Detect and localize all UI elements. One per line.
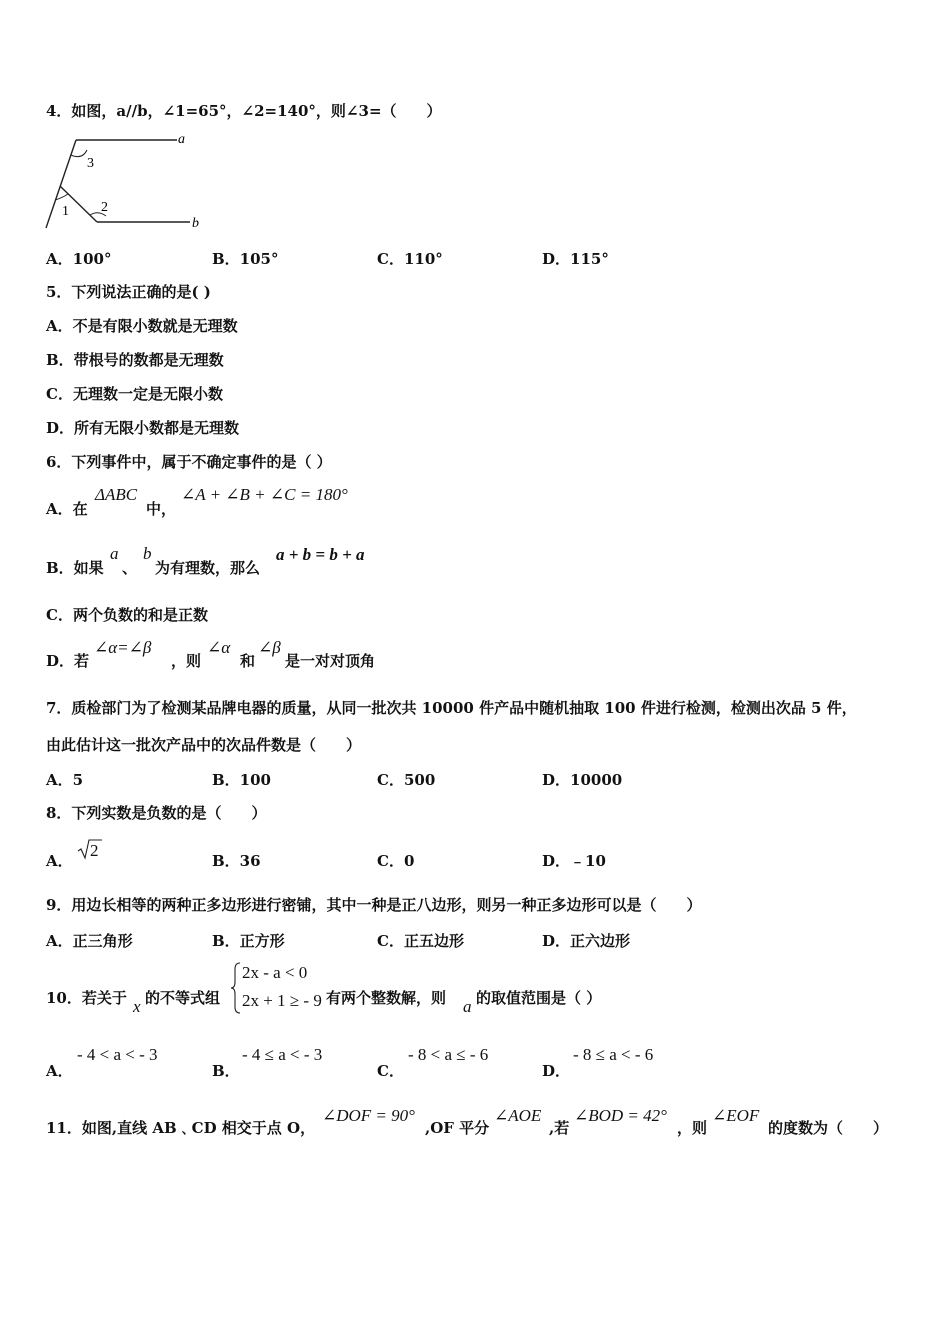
q5-option-c: C．无理数一定是无限小数 (46, 385, 223, 403)
q6-option-a-mid: 中， (146, 500, 177, 518)
q11-angle-bod: ∠BOD = 42° (574, 1106, 667, 1125)
q11-angle-aoe: ∠AOE (494, 1106, 542, 1125)
q10-inequality-1: 2x - a < 0 (242, 963, 308, 982)
q6-option-d-mid: ，则 (171, 652, 202, 670)
q11-stem-post: 的度数为（ ） (768, 1119, 889, 1137)
q10-stem-post2: 的取值范围是（ ） (476, 989, 602, 1007)
q10-option-b-expr: - 4 ≤ a < - 3 (242, 1045, 323, 1064)
q6-option-d-and: 和 (240, 652, 256, 670)
q4-option-d: D．115° (542, 250, 609, 268)
q10-option-d-expr: - 8 ≤ a < - 6 (573, 1045, 654, 1064)
q10-option-b-label: B． (212, 1062, 240, 1080)
q8-stem: 8．下列实数是负数的是（ ） (46, 804, 267, 822)
q8-option-c: C．0 (377, 852, 415, 870)
angle-1-label: 1 (62, 204, 69, 219)
q8-option-b: B．36 (212, 852, 261, 870)
q4-option-b: B．105° (212, 250, 279, 268)
q6-option-a-prefix: A．在 (46, 500, 88, 518)
q9-stem: 9．用边长相等的两种正多边形进行密铺，其中一种是正八边形，则另一种正多边形可以是（ ） (46, 896, 702, 914)
q9-option-b: B．正方形 (212, 932, 285, 950)
left-brace-icon (230, 962, 242, 1014)
q11-stem-mid1: ,OF 平分 (425, 1119, 490, 1137)
q11-stem-mid2: ,若 (549, 1119, 570, 1137)
q10-option-a-expr: - 4 < a < - 3 (77, 1045, 158, 1064)
q4-figure (40, 126, 210, 232)
q10-inequality-2: 2x + 1 ≥ - 9 (242, 991, 322, 1010)
q6-var-a: a (110, 544, 119, 563)
q6-triangle-abc: ΔABC (95, 485, 138, 504)
q11-stem-mid3: ，则 (677, 1119, 708, 1137)
line-b-label: b (192, 216, 199, 231)
q8-option-d: D．﹣10 (542, 852, 606, 870)
angle-2-label: 2 (101, 200, 108, 215)
q7-stem-line2: 由此估计这一批次产品中的次品件数是（ ） (46, 736, 362, 754)
q6-angle-alpha: ∠α (207, 638, 231, 657)
q11-stem-prefix: 11．如图,直线 AB﹑CD 相交于点 O， (46, 1119, 316, 1137)
q10-stem-post1: 有两个整数解，则 (326, 989, 447, 1007)
q6-angle-eq: ∠α=∠β (94, 638, 152, 657)
line-a-label: a (178, 132, 185, 147)
q10-option-d-label: D． (542, 1062, 571, 1080)
q5-option-a: A．不是有限小数就是无理数 (46, 317, 238, 335)
q6-angle-sum: ∠A + ∠B + ∠C = 180° (181, 485, 348, 504)
q8-option-a-prefix: A． (46, 852, 73, 870)
q9-option-a: A．正三角形 (46, 932, 133, 950)
q7-option-c: C．500 (377, 771, 436, 789)
q10-stem-mid: 的不等式组 (145, 989, 221, 1007)
q6-commutative: a + b = b + a (276, 545, 365, 564)
q7-stem-line1: 7．质检部门为了检测某品牌电器的质量，从同一批次共 10000 件产品中随机抽取 100 件进行检测，检测出次品 5 件， (46, 699, 857, 717)
q10-var-a: a (463, 997, 472, 1016)
q6-angle-beta: ∠β (258, 638, 281, 657)
q10-stem-prefix: 10．若关于 (46, 989, 127, 1007)
q6-option-b-mid: 为有理数，那么 (155, 559, 261, 577)
q10-var-x: x (133, 997, 141, 1016)
q10-option-a-label: A． (46, 1062, 73, 1080)
q5-option-b: B．带根号的数都是无理数 (46, 351, 224, 369)
q9-option-c: C．正五边形 (377, 932, 464, 950)
q7-option-b: B．100 (212, 771, 271, 789)
q10-option-c-label: C． (377, 1062, 404, 1080)
q6-option-d-prefix: D．若 (46, 652, 90, 670)
q6-option-b-prefix: B．如果 (46, 559, 104, 577)
q6-var-b: b (143, 544, 152, 563)
q6-stem: 6．下列事件中，属于不确定事件的是（ ） (46, 453, 332, 471)
q7-option-a: A．5 (46, 771, 84, 789)
q6-option-b-sep: 、 (122, 559, 138, 577)
angle-3-label: 3 (87, 156, 94, 171)
q5-option-d: D．所有无限小数都是无理数 (46, 419, 240, 437)
q7-option-d: D．10000 (542, 771, 623, 789)
q5-stem: 5．下列说法正确的是( ) (46, 283, 211, 301)
q4-option-a: A．100° (46, 250, 112, 268)
q11-angle-eof: ∠EOF (712, 1106, 760, 1125)
q6-option-d-post: 是一对对顶角 (285, 652, 376, 670)
q11-angle-dof: ∠DOF = 90° (322, 1106, 415, 1125)
q9-option-d: D．正六边形 (542, 932, 631, 950)
q4-option-c: C．110° (377, 250, 443, 268)
q6-option-c: C．两个负数的和是正数 (46, 606, 208, 624)
q8-sqrt-value: 2 (90, 841, 99, 860)
q10-option-c-expr: - 8 < a ≤ - 6 (408, 1045, 489, 1064)
q4-stem: 4．如图，a//b，∠1=65°，∠2=140°，则∠3=（ ） (46, 102, 442, 120)
